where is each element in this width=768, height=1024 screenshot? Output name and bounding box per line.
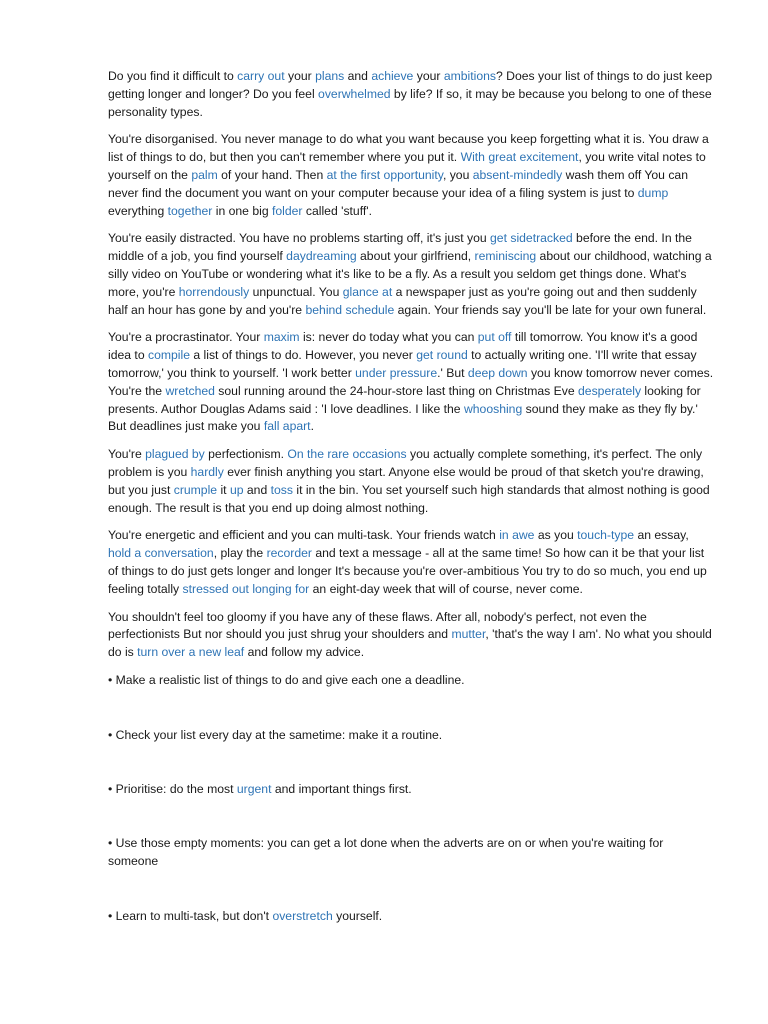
highlighted-phrase: compile	[147, 348, 190, 363]
paragraph	[108, 527, 714, 598]
highlighted-phrase: dump	[637, 185, 669, 200]
text-run: and important things first.	[271, 781, 412, 796]
highlighted-phrase: get round	[416, 348, 468, 363]
text-run: soul running around the 24-hour-store last thing on Christmas Eve	[214, 383, 579, 398]
text-run: .	[310, 419, 314, 434]
highlighted-phrase: touch-type	[577, 528, 635, 543]
text-run: You're disorganised. You never manage to do what you want because you keep forgetting what it is. You draw a list of things to do, but then you can't remember where you put it.	[108, 132, 709, 165]
text-run: and text a message - all at the same time! So how can it be that your list of things to do just gets longer and longer It's because you're over-ambitious You try to do so much, you end up feeling totally	[108, 546, 707, 596]
highlighted-phrase: in awe	[499, 528, 535, 543]
text-run: perfectionism.	[204, 447, 288, 462]
highlighted-phrase: recorder	[266, 546, 312, 561]
paragraph	[108, 609, 714, 662]
paragraph	[108, 446, 714, 517]
bullet-item	[108, 672, 714, 690]
text-run: before the end. In the middle of a job, you find yourself	[108, 231, 692, 264]
highlighted-phrase: maxim	[263, 330, 300, 345]
text-run: about our childhood, watching a silly video on YouTube or wondering what it's like to be a fly. As a result you seldom get things done. What's more, you're	[108, 249, 712, 299]
highlighted-phrase: hold a conversation	[108, 546, 214, 561]
text-run: as you	[534, 528, 578, 543]
text-run: and follow my advice.	[244, 645, 365, 660]
text-run: You're	[108, 447, 146, 462]
highlighted-phrase: at the first opportunity	[326, 167, 443, 182]
highlighted-phrase: toss	[270, 482, 293, 497]
highlighted-phrase: ambitions	[443, 69, 496, 83]
text-run: and	[344, 69, 372, 83]
highlighted-phrase: crumple	[173, 482, 218, 497]
text-run: • Learn to multi-task, but don't	[108, 908, 273, 923]
highlighted-phrase: behind schedule	[305, 302, 395, 317]
text-run: , you write vital notes to yourself on the	[108, 150, 706, 182]
highlighted-phrase: mutter	[451, 627, 486, 642]
text-run: an eight-day week that will of course, never come.	[309, 581, 583, 596]
highlighted-phrase: put off	[477, 330, 512, 345]
bullet-item	[108, 781, 714, 799]
highlighted-phrase: up	[229, 482, 244, 497]
text-run: a list of things to do. However, you never	[189, 348, 417, 363]
highlighted-phrase: glance at	[342, 284, 393, 299]
highlighted-phrase: get sidetracked	[490, 231, 573, 246]
text-run: • Prioritise: do the most	[108, 781, 237, 796]
highlighted-phrase: stressed out	[182, 581, 249, 596]
highlighted-phrase: plans	[315, 69, 345, 83]
text-run: You're a procrastinator. Your	[108, 330, 264, 345]
text-run: looking for presents. Author Douglas Adams said : 'I love deadlines. I like the	[108, 383, 701, 416]
text-run: You're energetic and efficient and you can multi-task. Your friends watch	[108, 528, 500, 543]
text-run: .' But	[437, 365, 468, 380]
highlighted-phrase: On the rare occasions	[287, 447, 407, 462]
text-run: sound they make as they fly by.' But deadlines just make you	[108, 401, 698, 434]
paragraph	[108, 230, 714, 319]
text-run: • Make a realistic list of things to do and give each one a deadline.	[108, 672, 465, 687]
highlighted-phrase: With great excitement	[460, 150, 579, 165]
text-run: you know tomorrow never comes. You're the	[108, 365, 714, 398]
highlighted-phrase: folder	[272, 203, 303, 218]
text-run: it in the bin. You set yourself such high standards that almost nothing is good enough. The result is that you end up doing almost nothing.	[108, 482, 710, 515]
highlighted-phrase: reminiscing	[474, 249, 537, 264]
highlighted-phrase: deep down	[467, 365, 528, 380]
text-run: it	[217, 482, 230, 497]
text-run: ? Does your list of things to do just keep getting longer and longer? Do you feel	[108, 69, 713, 101]
text-run: , 'that's the way I am'. No what you should do is	[108, 627, 712, 660]
highlighted-phrase: hardly	[190, 464, 224, 479]
highlighted-phrase: carry out	[237, 69, 285, 83]
document-page	[108, 68, 714, 926]
text-run: You're easily distracted. You have no problems starting off, it's just you	[108, 231, 491, 246]
text-run: by life? If so, it may be because you belong to one of these personality types.	[108, 86, 712, 119]
highlighted-phrase: achieve	[371, 69, 414, 83]
text-run: is: never do today what you can	[299, 330, 478, 345]
text-run: Do you find it difficult to	[108, 69, 238, 83]
text-run: to actually writing one. 'I'll write that essay tomorrow,' you think to yourself. 'I work better	[108, 348, 697, 380]
text-run: a newspaper just as you're going out and then suddenly half an hour has gone by and you're	[108, 284, 697, 317]
highlighted-phrase: longing for	[252, 581, 310, 596]
highlighted-phrase: overwhelmed	[318, 86, 391, 101]
highlighted-phrase: together	[167, 203, 213, 218]
highlighted-phrase: wretched	[165, 383, 215, 398]
highlighted-phrase: horrendously	[178, 284, 250, 299]
paragraph	[108, 68, 714, 121]
text-run: your	[413, 69, 444, 83]
highlighted-phrase: under pressure	[355, 365, 438, 380]
text-run: wash them off You can never find the document you want on your computer because your idea of a filing system is just to	[108, 167, 688, 200]
text-run: you actually complete something, it's perfect. The only problem is you	[108, 447, 703, 479]
paragraph	[108, 329, 714, 436]
highlighted-phrase: palm	[191, 167, 218, 182]
text-run: yourself.	[332, 908, 383, 923]
text-run: in one big	[212, 203, 272, 218]
highlighted-phrase: absent-mindedly	[472, 167, 563, 182]
text-run: unpunctual. You	[249, 284, 343, 299]
text-run: your	[284, 69, 316, 83]
bullet-item	[108, 727, 714, 745]
text-run: till tomorrow. You know it's a good idea to	[108, 330, 698, 363]
article-body	[108, 68, 714, 662]
text-run: , play the	[213, 546, 267, 561]
bullet-item	[108, 908, 714, 926]
highlighted-phrase: plagued by	[145, 447, 205, 462]
text-run: • Use those empty moments: you can get a lot done when the adverts are on or when you're waiting for someone	[108, 836, 664, 869]
text-run: everything	[108, 203, 168, 218]
bullet-item	[108, 835, 714, 871]
highlighted-phrase: overstretch	[272, 908, 333, 923]
text-run: of your hand. Then	[217, 167, 327, 182]
text-run: and	[243, 482, 271, 497]
text-run: ever finish anything you start. Anyone else would be proud of that sketch you're drawing, but you just	[108, 464, 704, 497]
text-run: • Check your list every day at the sametime: make it a routine.	[108, 727, 443, 742]
highlighted-phrase: whooshing	[463, 401, 523, 416]
highlighted-phrase: desperately	[578, 383, 642, 398]
highlighted-phrase: daydreaming	[286, 249, 357, 264]
text-run: You shouldn't feel too gloomy if you have any of these flaws. After all, nobody's perfect, not even the perfectionists But nor should you just shrug your shoulders and	[108, 609, 647, 642]
advice-list	[108, 672, 714, 926]
text-run: again. Your friends say you'll be late for your own funeral.	[394, 302, 707, 317]
text-run: about your girlfriend,	[356, 249, 475, 264]
text-run: , you	[442, 167, 473, 182]
text-run: called 'stuff'.	[302, 203, 372, 218]
text-run: an essay,	[634, 528, 689, 543]
highlighted-phrase: turn over a new leaf	[137, 645, 245, 660]
paragraph	[108, 131, 714, 220]
highlighted-phrase: fall apart	[263, 419, 311, 434]
highlighted-phrase: urgent	[236, 781, 272, 796]
